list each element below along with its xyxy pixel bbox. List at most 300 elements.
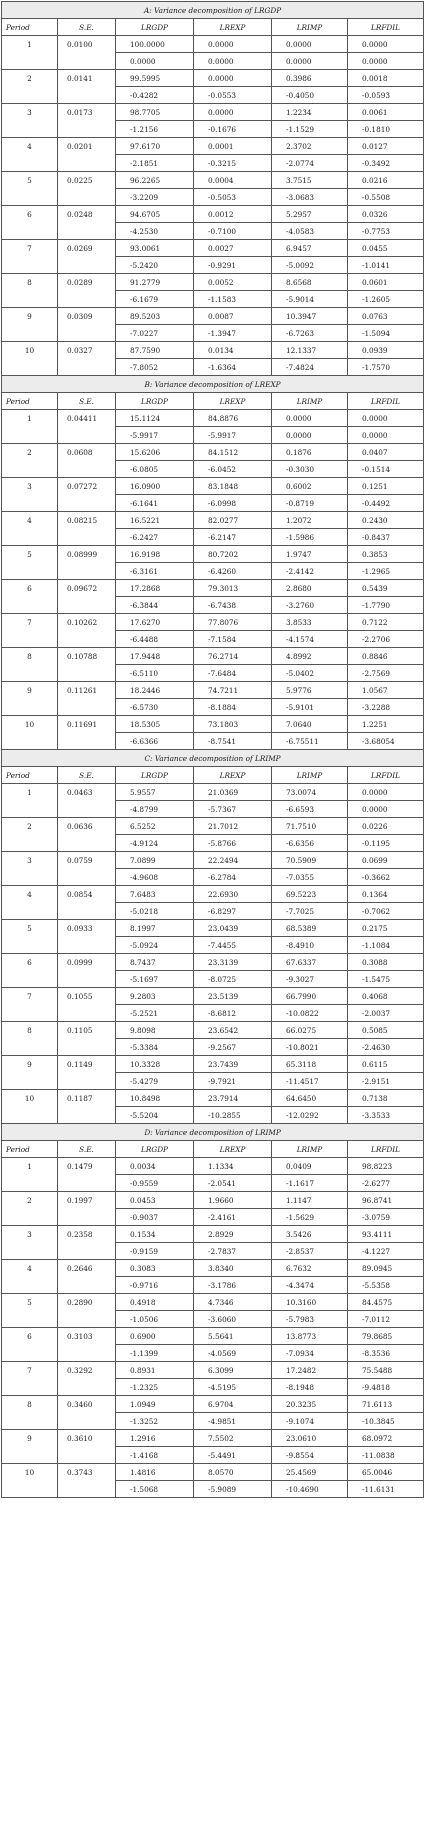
value-cell: 0.6115 — [348, 1056, 424, 1073]
value-cell: 0.0000 — [194, 70, 272, 87]
value-cell: 7.6483 — [116, 886, 194, 903]
value-cell: 23.5139 — [194, 988, 272, 1005]
value-cell: 4.7346 — [194, 1294, 272, 1311]
value-cell: 9.8098 — [116, 1022, 194, 1039]
empty-cell — [58, 971, 116, 988]
empty-cell — [2, 1311, 58, 1328]
value-cell: 1.1334 — [194, 1158, 272, 1175]
value-cell: 68.0972 — [348, 1430, 424, 1447]
tstat-cell: -0.5053 — [194, 189, 272, 206]
standard-error-cell: 0.0100 — [58, 36, 116, 53]
tstat-cell: -2.7837 — [194, 1243, 272, 1260]
tstat-cell: -0.8719 — [272, 495, 348, 512]
empty-cell — [2, 87, 58, 104]
value-cell: 0.0034 — [116, 1158, 194, 1175]
column-header: LRFDIL — [348, 393, 424, 410]
tstat-cell: -5.1697 — [116, 971, 194, 988]
table-row-tstat — [2, 529, 424, 546]
period-cell: 7 — [2, 614, 58, 631]
value-cell: 1.9747 — [272, 546, 348, 563]
value-cell: 23.7914 — [194, 1090, 272, 1107]
empty-cell — [2, 427, 58, 444]
value-cell: 6.9704 — [194, 1396, 272, 1413]
value-cell: 65.3118 — [272, 1056, 348, 1073]
tstat-cell: -1.2156 — [116, 121, 194, 138]
standard-error-cell: 0.0463 — [58, 784, 116, 801]
value-cell: 0.4918 — [116, 1294, 194, 1311]
tstat-cell: -1.0141 — [348, 257, 424, 274]
tstat-cell: -2.2706 — [348, 631, 424, 648]
tstat-cell: -1.1084 — [348, 937, 424, 954]
table-row-tstat — [2, 1073, 424, 1090]
column-header: Period — [2, 393, 58, 410]
tstat-cell: -6.0452 — [194, 461, 272, 478]
column-header: LREXP — [194, 767, 272, 784]
empty-cell — [58, 529, 116, 546]
value-cell: 18.2446 — [116, 682, 194, 699]
column-header: S.E. — [58, 393, 116, 410]
empty-cell — [2, 359, 58, 376]
value-cell: 1.1147 — [272, 1192, 348, 1209]
tstat-cell: -6.2784 — [194, 869, 272, 886]
value-cell: 1.0567 — [348, 682, 424, 699]
table-row-tstat — [2, 733, 424, 750]
column-header: LRFDIL — [348, 767, 424, 784]
table-row-tstat — [2, 1481, 424, 1498]
table-row-tstat — [2, 1107, 424, 1124]
standard-error-cell: 0.10262 — [58, 614, 116, 631]
value-cell: 0.0939 — [348, 342, 424, 359]
standard-error-cell: 0.04411 — [58, 410, 116, 427]
empty-cell — [2, 121, 58, 138]
tstat-cell: -7.8052 — [116, 359, 194, 376]
tstat-cell: -5.5204 — [116, 1107, 194, 1124]
value-cell: 75.5488 — [348, 1362, 424, 1379]
tstat-cell: -6.3161 — [116, 563, 194, 580]
panel-title-row — [2, 376, 424, 393]
tstat-cell: 0.0000 — [116, 53, 194, 70]
table-row-tstat — [2, 1277, 424, 1294]
value-cell: 98.8223 — [348, 1158, 424, 1175]
tstat-cell: -1.1399 — [116, 1345, 194, 1362]
tstat-cell: -7.1584 — [194, 631, 272, 648]
table-row-tstat — [2, 121, 424, 138]
empty-cell — [58, 869, 116, 886]
tstat-cell: -2.9151 — [348, 1073, 424, 1090]
period-cell: 2 — [2, 70, 58, 87]
tstat-cell: -3.0759 — [348, 1209, 424, 1226]
column-header-row — [2, 1141, 424, 1158]
empty-cell — [58, 359, 116, 376]
table-row — [2, 1328, 424, 1345]
column-header: Period — [2, 19, 58, 36]
period-cell: 3 — [2, 104, 58, 121]
tstat-cell: 0.0000 — [348, 53, 424, 70]
column-header: LRIMP — [272, 19, 348, 36]
table-row — [2, 546, 424, 563]
column-header-row — [2, 767, 424, 784]
standard-error-cell: 0.3292 — [58, 1362, 116, 1379]
tstat-cell: -1.2325 — [116, 1379, 194, 1396]
tstat-cell: -2.0774 — [272, 155, 348, 172]
table-row-tstat — [2, 699, 424, 716]
empty-cell — [58, 631, 116, 648]
standard-error-cell: 0.3460 — [58, 1396, 116, 1413]
tstat-cell: -2.4630 — [348, 1039, 424, 1056]
value-cell: 16.9198 — [116, 546, 194, 563]
value-cell: 71.7510 — [272, 818, 348, 835]
table-row-tstat — [2, 563, 424, 580]
empty-cell — [2, 53, 58, 70]
value-cell: 22.6930 — [194, 886, 272, 903]
tstat-cell: -0.1195 — [348, 835, 424, 852]
column-header: LREXP — [194, 393, 272, 410]
empty-cell — [2, 1039, 58, 1056]
tstat-cell: -5.7983 — [272, 1311, 348, 1328]
value-cell: 0.0699 — [348, 852, 424, 869]
tstat-cell: -10.2855 — [194, 1107, 272, 1124]
value-cell: 65.0046 — [348, 1464, 424, 1481]
tstat-cell: -6.5730 — [116, 699, 194, 716]
table-row-tstat — [2, 291, 424, 308]
empty-cell — [58, 1481, 116, 1498]
period-cell: 10 — [2, 716, 58, 733]
value-cell: 3.8533 — [272, 614, 348, 631]
empty-cell — [2, 1073, 58, 1090]
column-header: S.E. — [58, 19, 116, 36]
tstat-cell: -4.1227 — [348, 1243, 424, 1260]
empty-cell — [58, 699, 116, 716]
value-cell: 0.6002 — [272, 478, 348, 495]
variance-decomposition-grid — [1, 1, 424, 1498]
value-cell: 89.0945 — [348, 1260, 424, 1277]
tstat-cell: -2.4161 — [194, 1209, 272, 1226]
value-cell: 18.5305 — [116, 716, 194, 733]
value-cell: 21.7012 — [194, 818, 272, 835]
tstat-cell: 0.0000 — [348, 427, 424, 444]
value-cell: 0.3853 — [348, 546, 424, 563]
value-cell: 5.5641 — [194, 1328, 272, 1345]
value-cell: 68.5389 — [272, 920, 348, 937]
empty-cell — [58, 325, 116, 342]
column-header: LREXP — [194, 19, 272, 36]
value-cell: 1.2234 — [272, 104, 348, 121]
table-row — [2, 308, 424, 325]
value-cell: 100.0000 — [116, 36, 194, 53]
empty-cell — [58, 1039, 116, 1056]
value-cell: 0.0326 — [348, 206, 424, 223]
tstat-cell: -7.4824 — [272, 359, 348, 376]
empty-cell — [58, 1107, 116, 1124]
tstat-cell: -8.7541 — [194, 733, 272, 750]
tstat-cell: -4.8799 — [116, 801, 194, 818]
table-row — [2, 444, 424, 461]
period-cell: 5 — [2, 920, 58, 937]
tstat-cell: -6.75511 — [272, 733, 348, 750]
value-cell: 0.0087 — [194, 308, 272, 325]
standard-error-cell: 0.10788 — [58, 648, 116, 665]
tstat-cell: -0.3215 — [194, 155, 272, 172]
empty-cell — [58, 563, 116, 580]
table-row-tstat — [2, 427, 424, 444]
value-cell: 76.2714 — [194, 648, 272, 665]
empty-cell — [2, 869, 58, 886]
tstat-cell: -9.2567 — [194, 1039, 272, 1056]
empty-cell — [58, 1379, 116, 1396]
tstat-cell: -2.0037 — [348, 1005, 424, 1022]
tstat-cell: -5.4491 — [194, 1447, 272, 1464]
value-cell: 6.5252 — [116, 818, 194, 835]
period-cell: 2 — [2, 444, 58, 461]
tstat-cell: 0.0000 — [272, 427, 348, 444]
tstat-cell: -6.3844 — [116, 597, 194, 614]
period-cell: 8 — [2, 274, 58, 291]
period-cell: 8 — [2, 1022, 58, 1039]
table-row-tstat — [2, 257, 424, 274]
value-cell: 79.3013 — [194, 580, 272, 597]
tstat-cell: -6.5110 — [116, 665, 194, 682]
empty-cell — [2, 1175, 58, 1192]
value-cell: 0.3088 — [348, 954, 424, 971]
value-cell: 5.2957 — [272, 206, 348, 223]
empty-cell — [2, 325, 58, 342]
tstat-cell: -5.2521 — [116, 1005, 194, 1022]
table-row-tstat — [2, 1005, 424, 1022]
period-cell: 5 — [2, 1294, 58, 1311]
empty-cell — [58, 1345, 116, 1362]
table-row — [2, 104, 424, 121]
empty-cell — [58, 903, 116, 920]
table-row-tstat — [2, 223, 424, 240]
tstat-cell: -1.2965 — [348, 563, 424, 580]
value-cell: 0.0127 — [348, 138, 424, 155]
tstat-cell: -2.6277 — [348, 1175, 424, 1192]
tstat-cell: -7.0934 — [272, 1345, 348, 1362]
column-header: LRGDP — [116, 393, 194, 410]
value-cell: 16.0900 — [116, 478, 194, 495]
column-header: LRIMP — [272, 767, 348, 784]
value-cell: 10.3328 — [116, 1056, 194, 1073]
table-row-tstat — [2, 903, 424, 920]
value-cell: 1.0949 — [116, 1396, 194, 1413]
value-cell: 0.8931 — [116, 1362, 194, 1379]
tstat-cell: -6.7263 — [272, 325, 348, 342]
empty-cell — [2, 189, 58, 206]
table-row — [2, 36, 424, 53]
tstat-cell: -6.4260 — [194, 563, 272, 580]
tstat-cell: -2.4142 — [272, 563, 348, 580]
tstat-cell: -10.0822 — [272, 1005, 348, 1022]
tstat-cell: -1.3947 — [194, 325, 272, 342]
table-row — [2, 580, 424, 597]
empty-cell — [58, 597, 116, 614]
table-row-tstat — [2, 1175, 424, 1192]
standard-error-cell: 0.11261 — [58, 682, 116, 699]
value-cell: 8.7437 — [116, 954, 194, 971]
tstat-cell: -1.1583 — [194, 291, 272, 308]
period-cell: 9 — [2, 682, 58, 699]
table-row — [2, 240, 424, 257]
table-row — [2, 1396, 424, 1413]
tstat-cell: -2.8537 — [272, 1243, 348, 1260]
period-cell: 8 — [2, 648, 58, 665]
tstat-cell: -5.0402 — [272, 665, 348, 682]
value-cell: 6.7632 — [272, 1260, 348, 1277]
period-cell: 7 — [2, 988, 58, 1005]
table-row — [2, 342, 424, 359]
tstat-cell: -12.0292 — [272, 1107, 348, 1124]
empty-cell — [2, 529, 58, 546]
value-cell: 9.2803 — [116, 988, 194, 1005]
standard-error-cell: 0.0289 — [58, 274, 116, 291]
standard-error-cell: 0.0225 — [58, 172, 116, 189]
standard-error-cell: 0.09672 — [58, 580, 116, 597]
table-row-tstat — [2, 1039, 424, 1056]
standard-error-cell: 0.0173 — [58, 104, 116, 121]
empty-cell — [2, 563, 58, 580]
table-row — [2, 410, 424, 427]
empty-cell — [58, 495, 116, 512]
tstat-cell: -10.8021 — [272, 1039, 348, 1056]
value-cell: 1.9660 — [194, 1192, 272, 1209]
value-cell: 84.4575 — [348, 1294, 424, 1311]
table-row — [2, 988, 424, 1005]
tstat-cell: -1.5094 — [348, 325, 424, 342]
empty-cell — [58, 1209, 116, 1226]
period-cell: 10 — [2, 1090, 58, 1107]
empty-cell — [58, 257, 116, 274]
value-cell: 87.7590 — [116, 342, 194, 359]
tstat-cell: -0.3492 — [348, 155, 424, 172]
tstat-cell: -8.4910 — [272, 937, 348, 954]
value-cell: 23.6542 — [194, 1022, 272, 1039]
value-cell: 2.3702 — [272, 138, 348, 155]
value-cell: 1.2251 — [348, 716, 424, 733]
tstat-cell: -3.2209 — [116, 189, 194, 206]
tstat-cell: -1.5629 — [272, 1209, 348, 1226]
table-row — [2, 138, 424, 155]
value-cell: 0.0601 — [348, 274, 424, 291]
tstat-cell: -1.0506 — [116, 1311, 194, 1328]
period-cell: 6 — [2, 580, 58, 597]
value-cell: 0.0052 — [194, 274, 272, 291]
value-cell: 0.7122 — [348, 614, 424, 631]
table-row — [2, 1260, 424, 1277]
empty-cell — [2, 1345, 58, 1362]
value-cell: 17.2482 — [272, 1362, 348, 1379]
value-cell: 20.3235 — [272, 1396, 348, 1413]
tstat-cell: -7.7025 — [272, 903, 348, 920]
value-cell: 80.7202 — [194, 546, 272, 563]
empty-cell — [58, 155, 116, 172]
standard-error-cell: 0.0854 — [58, 886, 116, 903]
value-cell: 67.6337 — [272, 954, 348, 971]
tstat-cell: -0.7062 — [348, 903, 424, 920]
value-cell: 71.6113 — [348, 1396, 424, 1413]
empty-cell — [2, 971, 58, 988]
empty-cell — [2, 835, 58, 852]
tstat-cell: -6.1641 — [116, 495, 194, 512]
value-cell: 93.0061 — [116, 240, 194, 257]
value-cell: 0.5085 — [348, 1022, 424, 1039]
empty-cell — [58, 121, 116, 138]
empty-cell — [2, 699, 58, 716]
empty-cell — [58, 53, 116, 70]
value-cell: 7.0899 — [116, 852, 194, 869]
empty-cell — [2, 801, 58, 818]
tstat-cell: 0.0000 — [272, 53, 348, 70]
tstat-cell: -0.9559 — [116, 1175, 194, 1192]
value-cell: 21.0369 — [194, 784, 272, 801]
tstat-cell: -1.2605 — [348, 291, 424, 308]
value-cell: 10.8498 — [116, 1090, 194, 1107]
value-cell: 84.1512 — [194, 444, 272, 461]
panel-title-row — [2, 2, 424, 19]
value-cell: 0.0000 — [272, 410, 348, 427]
empty-cell — [58, 801, 116, 818]
value-cell: 1.4816 — [116, 1464, 194, 1481]
tstat-cell: -5.9014 — [272, 291, 348, 308]
table-row-tstat — [2, 461, 424, 478]
value-cell: 0.1364 — [348, 886, 424, 903]
empty-cell — [2, 597, 58, 614]
tstat-cell: -5.3384 — [116, 1039, 194, 1056]
period-cell: 4 — [2, 138, 58, 155]
value-cell: 4.8992 — [272, 648, 348, 665]
tstat-cell: -1.1529 — [272, 121, 348, 138]
table-row — [2, 1056, 424, 1073]
value-cell: 0.0000 — [348, 410, 424, 427]
value-cell: 91.2779 — [116, 274, 194, 291]
empty-cell — [2, 733, 58, 750]
value-cell: 23.0610 — [272, 1430, 348, 1447]
value-cell: 3.7515 — [272, 172, 348, 189]
value-cell: 7.0640 — [272, 716, 348, 733]
tstat-cell: -3.6060 — [194, 1311, 272, 1328]
tstat-cell: -6.4488 — [116, 631, 194, 648]
standard-error-cell: 0.0759 — [58, 852, 116, 869]
tstat-cell: -6.7438 — [194, 597, 272, 614]
value-cell: 8.0570 — [194, 1464, 272, 1481]
tstat-cell: -4.5195 — [194, 1379, 272, 1396]
value-cell: 2.8680 — [272, 580, 348, 597]
value-cell: 98.7705 — [116, 104, 194, 121]
tstat-cell: -8.6812 — [194, 1005, 272, 1022]
column-header: LREXP — [194, 1141, 272, 1158]
empty-cell — [2, 495, 58, 512]
standard-error-cell: 0.2646 — [58, 1260, 116, 1277]
column-header: S.E. — [58, 767, 116, 784]
tstat-cell: -5.9917 — [194, 427, 272, 444]
tstat-cell: -10.4690 — [272, 1481, 348, 1498]
table-row-tstat — [2, 325, 424, 342]
tstat-cell: -0.4282 — [116, 87, 194, 104]
empty-cell — [2, 937, 58, 954]
period-cell: 5 — [2, 172, 58, 189]
empty-cell — [58, 461, 116, 478]
value-cell: 77.8076 — [194, 614, 272, 631]
table-row — [2, 1226, 424, 1243]
value-cell: 0.0226 — [348, 818, 424, 835]
table-row — [2, 478, 424, 495]
empty-cell — [58, 427, 116, 444]
value-cell: 0.1251 — [348, 478, 424, 495]
table-row-tstat — [2, 1209, 424, 1226]
period-cell: 3 — [2, 478, 58, 495]
value-cell: 3.5426 — [272, 1226, 348, 1243]
tstat-cell: -5.7367 — [194, 801, 272, 818]
tstat-cell: -0.7753 — [348, 223, 424, 240]
